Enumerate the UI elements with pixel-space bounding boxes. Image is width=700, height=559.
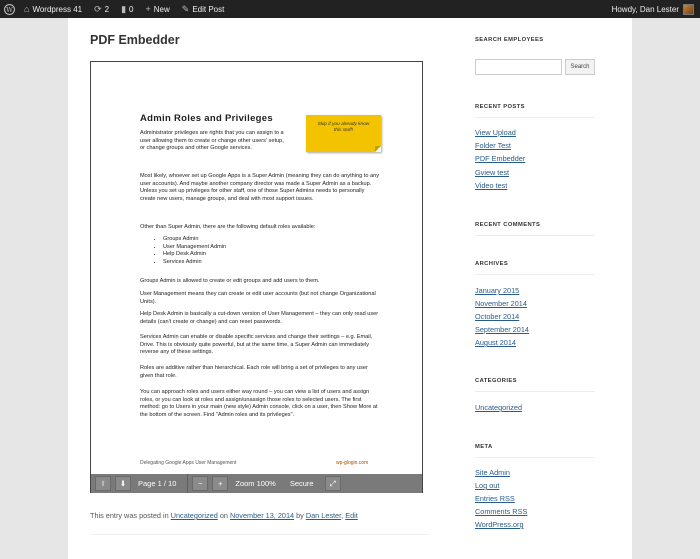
recent-post-link[interactable]: View Upload xyxy=(475,128,516,137)
divider xyxy=(90,534,430,535)
edit-post-label: Edit Post xyxy=(192,4,225,14)
list-item: • Groups Admin xyxy=(163,236,226,244)
categories-title: CATEGORIES xyxy=(475,378,517,384)
archive-link[interactable]: August 2014 xyxy=(475,338,516,347)
divider xyxy=(475,117,595,118)
edit-link[interactable]: Edit xyxy=(345,511,358,520)
recent-post-link[interactable]: Folder Test xyxy=(475,141,511,150)
comments-count: 0 xyxy=(129,4,134,14)
pdf-footer-title: Delegating Google Apps User Management xyxy=(140,460,237,466)
pdf-viewer[interactable] xyxy=(90,61,423,493)
new-content-menu[interactable] xyxy=(140,0,176,18)
author-link[interactable]: Dan Lester xyxy=(305,511,342,520)
fullscreen-button[interactable] xyxy=(325,476,341,491)
list-item: • Services Admin xyxy=(163,259,226,267)
pdf-paragraph: User Management means they can create or edit user accounts (but not change Organizational Units). xyxy=(140,291,376,305)
site-name-menu[interactable] xyxy=(18,0,88,18)
updates-menu[interactable] xyxy=(88,0,115,18)
pdf-paragraph: You can approach roles and users either way round – you can view a list of users and assign roles, or you can look at roles and assign/unassign those roles to selected users. The first method: go to Users in your main (new style) Admin console, click on a user, then Show More at the bottom of the screen. Find "Admin roles and its privileges". xyxy=(140,389,378,418)
avatar xyxy=(683,4,694,15)
updates-count: 2 xyxy=(104,4,110,14)
meta-link[interactable]: Log out xyxy=(475,481,500,490)
archives-title: ARCHIVES xyxy=(475,261,509,267)
plus-icon: + xyxy=(218,479,223,488)
archive-link[interactable]: October 2014 xyxy=(475,312,520,321)
page-title: PDF Embedder xyxy=(90,33,180,47)
divider xyxy=(475,391,595,392)
meta-on: on xyxy=(219,511,228,520)
recent-comments-title: RECENT COMMENTS xyxy=(475,222,541,228)
left-gutter xyxy=(0,18,68,559)
pdf-paragraph: Administrator privileges are rights that you can assign to a user allowing them to create or change other users' setup, or change groups and other Google services. xyxy=(140,130,284,152)
divider xyxy=(475,235,595,236)
recent-posts-title: RECENT POSTS xyxy=(475,104,525,110)
pdf-paragraph: Other than Super Admin, there are the following default roles available: xyxy=(140,224,316,230)
fullscreen-icon: ⤢ xyxy=(329,478,336,488)
pdf-footer-site: wp-glogin.com xyxy=(336,460,369,466)
archive-link[interactable]: November 2014 xyxy=(475,299,527,308)
zoom-level: Zoom 100% xyxy=(235,479,276,488)
edit-post-link[interactable] xyxy=(176,0,231,18)
date-link[interactable]: November 13, 2014 xyxy=(229,511,295,520)
list-item: • User Management Admin xyxy=(163,244,226,252)
list-item: • Help Desk Admin xyxy=(163,251,226,259)
zoom-out-button[interactable] xyxy=(192,476,208,491)
entry-meta: This entry was posted in Uncategorized on November 13, 2014 by Dan Lester, Edit xyxy=(90,511,358,520)
pdf-page[interactable] xyxy=(91,62,422,474)
pdf-heading: Admin Roles and Privileges xyxy=(140,113,273,124)
arrow-down-icon: ⬇ xyxy=(119,479,127,488)
comments-menu[interactable] xyxy=(115,0,139,18)
category-link[interactable]: Uncategorized xyxy=(170,511,218,520)
arrow-up-icon: ⬆ xyxy=(99,479,107,488)
meta-prefix: This entry was posted in xyxy=(90,511,169,520)
archive-link[interactable]: January 2015 xyxy=(475,286,520,295)
page-content xyxy=(68,18,632,559)
divider xyxy=(475,457,595,458)
archive-link[interactable]: September 2014 xyxy=(475,325,529,334)
updates-icon: ⟳ xyxy=(94,3,102,14)
right-gutter xyxy=(632,18,700,559)
page-indicator: Page 1 / 10 xyxy=(138,479,177,488)
toolbar-divider xyxy=(187,474,188,493)
divider xyxy=(475,274,595,275)
pdf-paragraph: Roles are additive rather than hierarchical. Each role will bring a set of privileges to any user given that role. xyxy=(140,365,368,379)
plus-icon: + xyxy=(145,4,151,14)
recent-post-link[interactable]: Gview test xyxy=(475,168,510,177)
pdf-toolbar xyxy=(91,474,422,493)
meta-title: META xyxy=(475,444,493,450)
recent-post-link[interactable]: PDF Embedder xyxy=(475,154,526,163)
comment-bubble-icon: ▮ xyxy=(121,3,127,14)
category-link[interactable]: Uncategorized xyxy=(475,403,523,412)
site-name: Wordpress 41 xyxy=(32,4,83,14)
pdf-paragraph: Groups Admin is allowed to create or edit groups and add users to them. xyxy=(140,278,320,284)
minus-icon: − xyxy=(198,479,203,488)
wordpress-logo-icon[interactable] xyxy=(0,0,18,18)
meta-link[interactable]: WordPress.org xyxy=(475,520,524,529)
howdy-text: Howdy, Dan Lester xyxy=(611,4,679,14)
secure-label: Secure xyxy=(289,479,314,488)
prev-page-button[interactable] xyxy=(95,476,111,491)
roles-list xyxy=(157,236,226,266)
sticky-note: Skip if you already know this stuff! xyxy=(306,115,381,152)
search-button[interactable]: Search xyxy=(565,59,595,75)
zoom-in-button[interactable] xyxy=(212,476,228,491)
pdf-paragraph: Help Desk Admin is basically a cut-down version of User Management – they can only read user details (can't create or change) and can reset passwords. xyxy=(140,311,379,325)
meta-link[interactable]: Site Admin xyxy=(475,468,510,477)
meta-by: by xyxy=(296,511,304,520)
meta-link[interactable]: Comments RSS xyxy=(475,507,528,516)
meta-link[interactable]: Entries RSS xyxy=(475,494,515,503)
home-icon: ⌂ xyxy=(24,4,30,14)
pdf-paragraph: Most likely, whoever set up Google Apps is a Super Admin (meaning they can do anything to any user accounts). And maybe another company director was made a Super Admin as a backup. Unless you set up privileges for other staff, one of those Super Admins needs to personally create new users, manage groups, and deal with most support issues. xyxy=(140,173,380,202)
pencil-icon: ✎ xyxy=(181,3,190,14)
search-input[interactable] xyxy=(475,59,562,75)
my-account-menu[interactable] xyxy=(612,4,700,15)
svg-text:W: W xyxy=(5,5,13,14)
new-label: New xyxy=(153,4,170,14)
admin-bar xyxy=(0,0,700,18)
pdf-paragraph: Services Admin can enable or disable specific services and change their settings – e.g. Email, Drive. This is obviously quite powerful, but at the same time, a Super Admin can immediately reverse any of these settings. xyxy=(140,334,373,356)
recent-post-link[interactable]: Video test xyxy=(475,181,508,190)
next-page-button[interactable] xyxy=(115,476,131,491)
search-widget-title: SEARCH EMPLOYEES xyxy=(475,37,544,43)
